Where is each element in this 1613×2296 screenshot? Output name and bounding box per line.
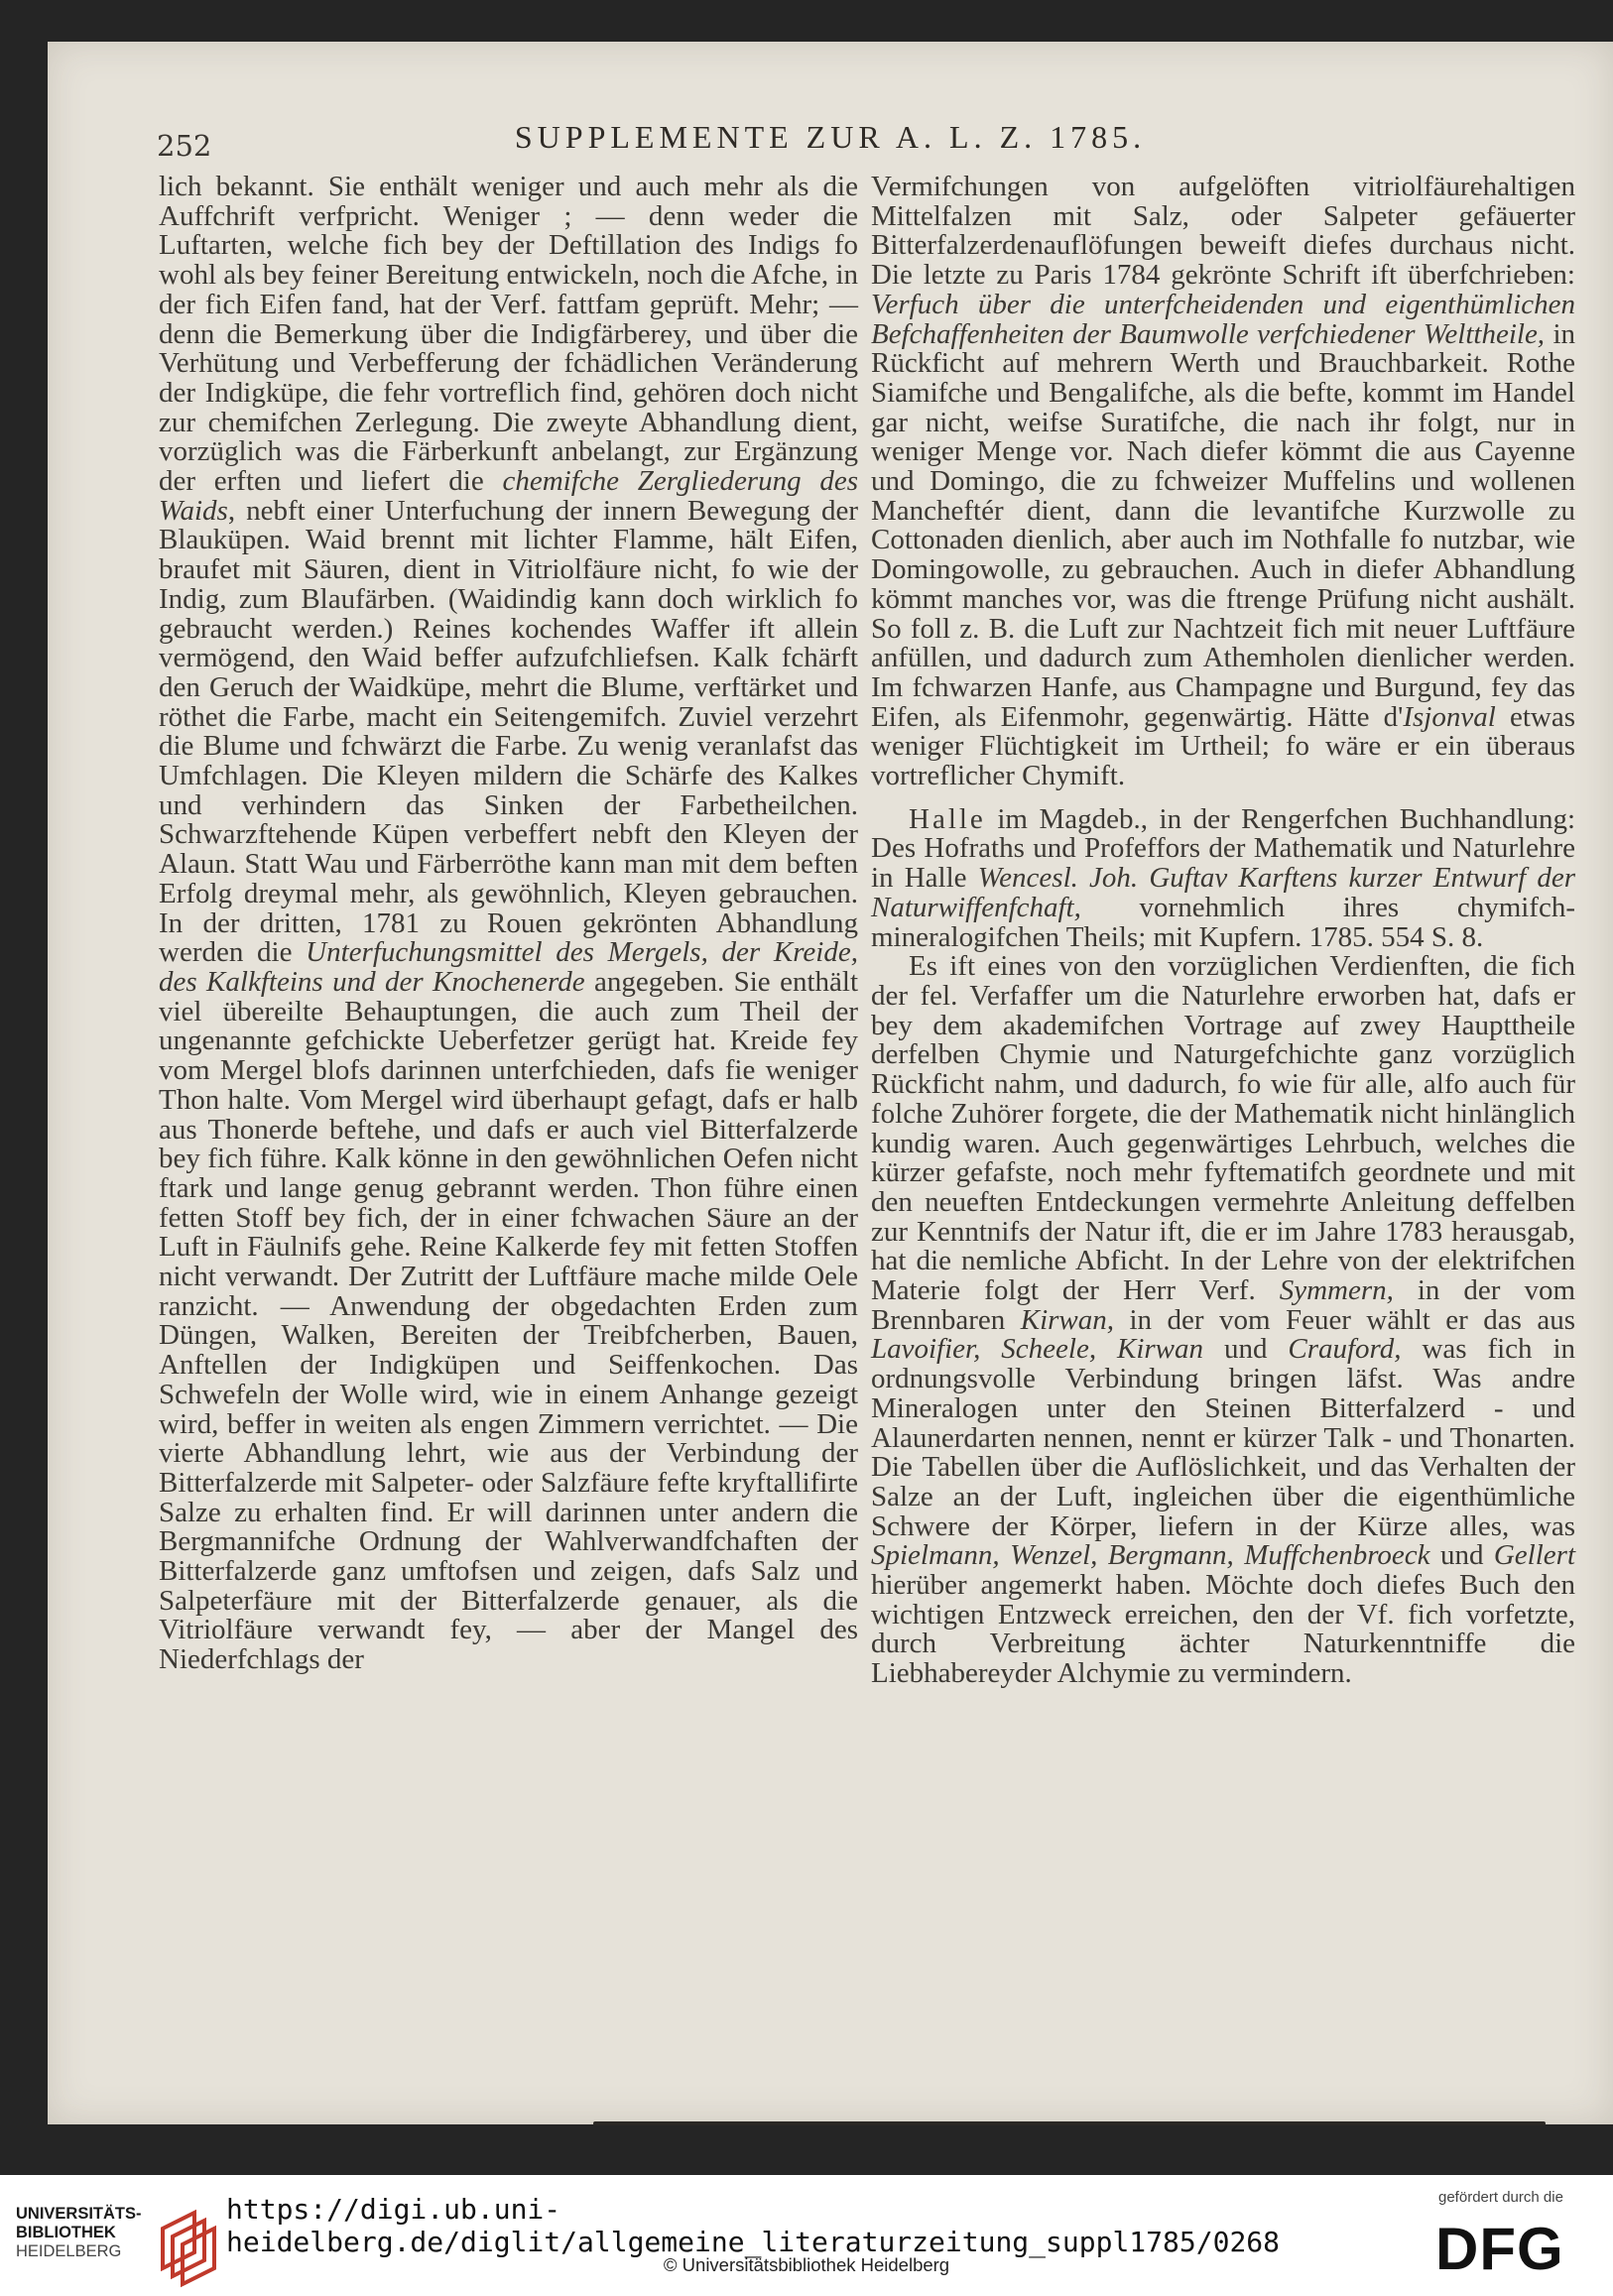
- left-column: [159, 173, 858, 1675]
- place-name: Halle: [909, 802, 986, 835]
- funding-caption: gefördert durch die: [1438, 2189, 1563, 2206]
- library-name: [16, 2205, 142, 2261]
- italic-name: Isjonval: [1403, 700, 1496, 733]
- italic-name: Gellert: [1493, 1539, 1576, 1572]
- text-run: in der vom Brennbaren: [871, 1274, 1575, 1336]
- library-name-line: BIBLIOTHEK: [16, 2224, 116, 2241]
- text-run: und: [1223, 1333, 1268, 1366]
- page-title: SUPPLEMENTE ZUR A. L. Z. 1785.: [514, 119, 1147, 155]
- library-name-line: HEIDELBERG: [16, 2242, 122, 2260]
- italic-name: Kirwan,: [1020, 1303, 1115, 1336]
- italic-title: chemifche Zergliederung des Waids: [159, 465, 858, 527]
- paragraph: [871, 952, 1575, 1689]
- right-column: [871, 173, 1575, 1689]
- library-name-line: UNIVERSITÄTS-: [16, 2205, 142, 2223]
- dfg-logo[interactable]: DFG: [1435, 2216, 1564, 2282]
- italic-title: Wencesl. Joh. Guftav Karftens kurzer Entwurf der Naturwiffenfchaft,: [871, 862, 1576, 923]
- italic-name: Crauford,: [1288, 1333, 1402, 1366]
- text-run: hierüber angemerkt haben. Möchte doch diefes Buch den wichtigen Entzweck erreichen, den der Vf. fich vorfetzte, durch Verbreitung ächter Naturkenntniffe die Liebhabereyder Alchymie zu vermindern.: [871, 1569, 1575, 1690]
- text-run: Vermifchungen von aufgelöften vitriolfäurehaltigen Mittelfalzen mit Salz, oder Salpeter gefäuerter Bitterfalzerdenauflöfungen beweift diefes durchaus nicht. Die letzte zu Paris 1784 gekrönte Schrift ift überfchrieben:: [871, 171, 1575, 292]
- text-run: lich bekannt. Sie enthält weniger und auch mehr als die Auffchrift verfpricht. Weniger ; — denn weder die Luftarten, welche fich bey der Deftillation des Indigs fo wohl als bey feiner Bereitung entwickeln, noch die Afche, in der fich Eifen fand, hat der Verf. fattfam geprüft. Mehr; — denn die Bemerkung über die Indigfärberey, und über die Verhütung und Verbefferung der fchädlichen Veränderung der Indigküpe, die fehr vortreflich find, gehören doch nicht zur chemifchen Zerlegung. Die zweyte Abhandlung dient, vorzüglich was die Färberkunft anbelangt, zur Ergänzung der erften und liefert die: [159, 171, 858, 498]
- text-run: im Magdeb., in der Rengerfchen Buchhandlung: Des Hofraths und Profeffors der Mathematik und Naturlehre in Halle: [871, 802, 1576, 895]
- copyright-notice: © Universitätsbibliothek Heidelberg: [663, 2254, 950, 2275]
- paragraph: [159, 173, 858, 1675]
- text-run: , nebft einer Unterfuchung der innern Bewegung der Blauküpen. Waid brennt mit lichter Flamme, hält Eifen, braufet mit Säuren, dient in Vitriolfäure nicht, fo wie der Indig, zum Blaufärben. (Waidindig kann doch wirklich fo gebraucht werden.) Reines kochendes Waffer ift allein vermögend, den Waid beffer aufzufchliefsen. Kalk fchärft den Geruch der Waidküpe, mehrt die Blume, verftärket und röthet die Farbe, macht ein Seitengemifch. Zuviel verzehrt die Blume und fchwärzt die Farbe. Zu wenig veranlafst das Umfchlagen. Die Kleyen mildern die Schärfe des Kalkes und verhindern das Sinken der Farbetheilchen. Schwarzftehende Küpen verbeffert nebft den Kleyen der Alaun. Statt Wau und Färberröthe kann man mit dem beften Erfolg dreymal mehr, als gewöhnlich, Kleyen gebrauchen. In der dritten, 1781 zu Rouen gekrönten Abhandlung werden die: [159, 494, 858, 969]
- viewer-footer: [0, 2175, 1613, 2296]
- italic-title: Unterfuchungsmittel des Mergels, der Kreide, des Kalkfteins und der Knochenerde: [159, 936, 858, 998]
- text-run: Es ift eines von den vorzüglichen Verdienften, die fich der fel. Verfaffer um die Naturlehre erworben hat, dafs er bey dem akademifchen Vortrage auf zwey Haupttheile derfelben Chymie und Naturgefchichte ganz vorzüglich Rückficht nahm, und dadurch, fo wie für alle, alfo auch für folche Zuhörer forgete, die der Mathematik nicht hinlänglich kundig waren. Auch gegenwärtiges Lehrbuch, welches die kürzer gefafste, noch mehr fyftematifch geordnete und mit den neueften Entdeckungen vermehrte Anleitung deffelben zur Kenntnifs der Natur ift, die er im Jahre 1783 herausgab, hat die nemliche Abficht. In der Lehre von der elektrifchen Materie folgt der Herr Verf.: [871, 950, 1575, 1307]
- text-run: was fich in ordnungsvolle Verbindung bringen läfst. Was andre Mineralogen unter den Steinen Bitterfalzerd - und Alaunerdarten nennen, nennt er kürzer Talk - und Thonarten. Die Tabellen über die Auflöslichkeit, und das Verhalten der Salze an der Luft, ingleichen über die eigenthümliche Schwere der Körper, liefern in der Kürze alles, was: [871, 1333, 1576, 1542]
- bibliographic-entry: [871, 802, 1576, 953]
- running-head: [157, 111, 1504, 171]
- text-run: und: [1439, 1539, 1484, 1572]
- paragraph: [871, 173, 1575, 791]
- text-run: etwas weniger Flüchtigkeit im Urtheil; fo wäre er ein überaus vortreflicher Chymift.: [871, 700, 1576, 792]
- text-run: in Rückficht auf mehrern Werth und Brauchbarkeit. Rothe Siamifche und Bengalifche, als die befte, kommt im Handel gar nicht, weifse Suratifche, die nach ihr folgt, nur in weniger Menge vor. Nach diefer kömmt die aus Cayenne und Domingo, die zu fchweizer Muffelins und wollenen Mancheftér dient, dann die levantifche Kurzwolle zu Cottonaden dienlich, aber auch im Nothfalle fo nutzbar, wie Domingowolle, zu gebrauchen. Auch in diefer Abhandlung kömmt manches vor, was die ftrenge Prüfung nicht aushält. So foll z. B. die Luft zur Nachtzeit fich mit neuer Luftfäure anfüllen, und dadurch zum Athemholen dienlicher werden. Im fchwarzen Hanfe, aus Champagne und Burgund, fey das Eifen, als Eifenmohr, gegenwärtig. Hätte d': [871, 317, 1575, 733]
- permalink-url[interactable]: https://digi.ub.uni-heidelberg.de/diglit/allgemeine_literaturzeitung_suppl1785/0268: [226, 2193, 1281, 2258]
- page-number: 252: [157, 129, 212, 163]
- text-run: vornehmlich ihres chymifch-mineralogifchen Theils; mit Kupfern. 1785. 554 S. 8.: [871, 891, 1575, 953]
- italic-name: Lavoifier, Scheele, Kirwan: [871, 1333, 1204, 1366]
- document-page: [48, 42, 1613, 2124]
- italic-name: Spielmann, Wenzel, Bergmann, Muffchenbroeck: [871, 1539, 1430, 1572]
- text-run: in der vom Feuer wählt er das aus: [1129, 1303, 1576, 1336]
- text-run: angegeben. Sie enthält viel übereilte Behauptungen, die auch zum Theil der ungenannte gefchickte Ueberfetzer gerügt hat. Kreide fey vom Mergel blofs darinnen unterfchieden, dafs fie weniger Thon halte. Vom Mergel wird überhaupt gefagt, dafs er halb aus Thonerde beftehe, und dafs er auch viel Bitterfalzerde bey fich führe. Kalk könne in den gewöhnlichen Oefen nicht ftark und lange genug gebrannt werden. Thon führe einen fetten Stoff bey fich, der in einer fchwachen Säure an der Luft in Fäulnifs gehe. Reine Kalkerde fey mit fetten Stoffen nicht verwandt. Der Zutritt der Luftfäure mache milde Oele ranzicht. — Anwendung der obgedachten Erden zum Düngen, Walken, Bereiten der Treibfcherben, Bauen, Anftellen der Indigküpen und Seiffenkochen. Das Schwefeln der Wolle wird, wie in einem Anhange gezeigt wird, beffer in weiten als engen Zimmern verrichtet. — Die vierte Abhandlung lehrt, wie aus der Verbindung der Bitterfalzerde mit Salpeter- oder Salzfäure fefte kryftallifirte Salze zu erhalten find. Er will darinnen unter andern die Bergmannifche Ordnung der Wahlverwandfchaften der Bitterfalzerde ganz umftofsen und zeigen, dafs Salz und Salpeterfäure mit der Bitterfalzerde genauer, als die Vitriolfäure verwandt fey, — aber der Mangel des Niederfchlags der: [159, 965, 859, 1676]
- italic-name: Symmern,: [1279, 1274, 1394, 1307]
- closing-rule: [593, 2121, 1546, 2125]
- italic-title: Verfuch über die unterfcheidenden und eigenthümlichen Befchaffenheiten der Baumwolle verfchiedener Welttheile,: [871, 288, 1575, 350]
